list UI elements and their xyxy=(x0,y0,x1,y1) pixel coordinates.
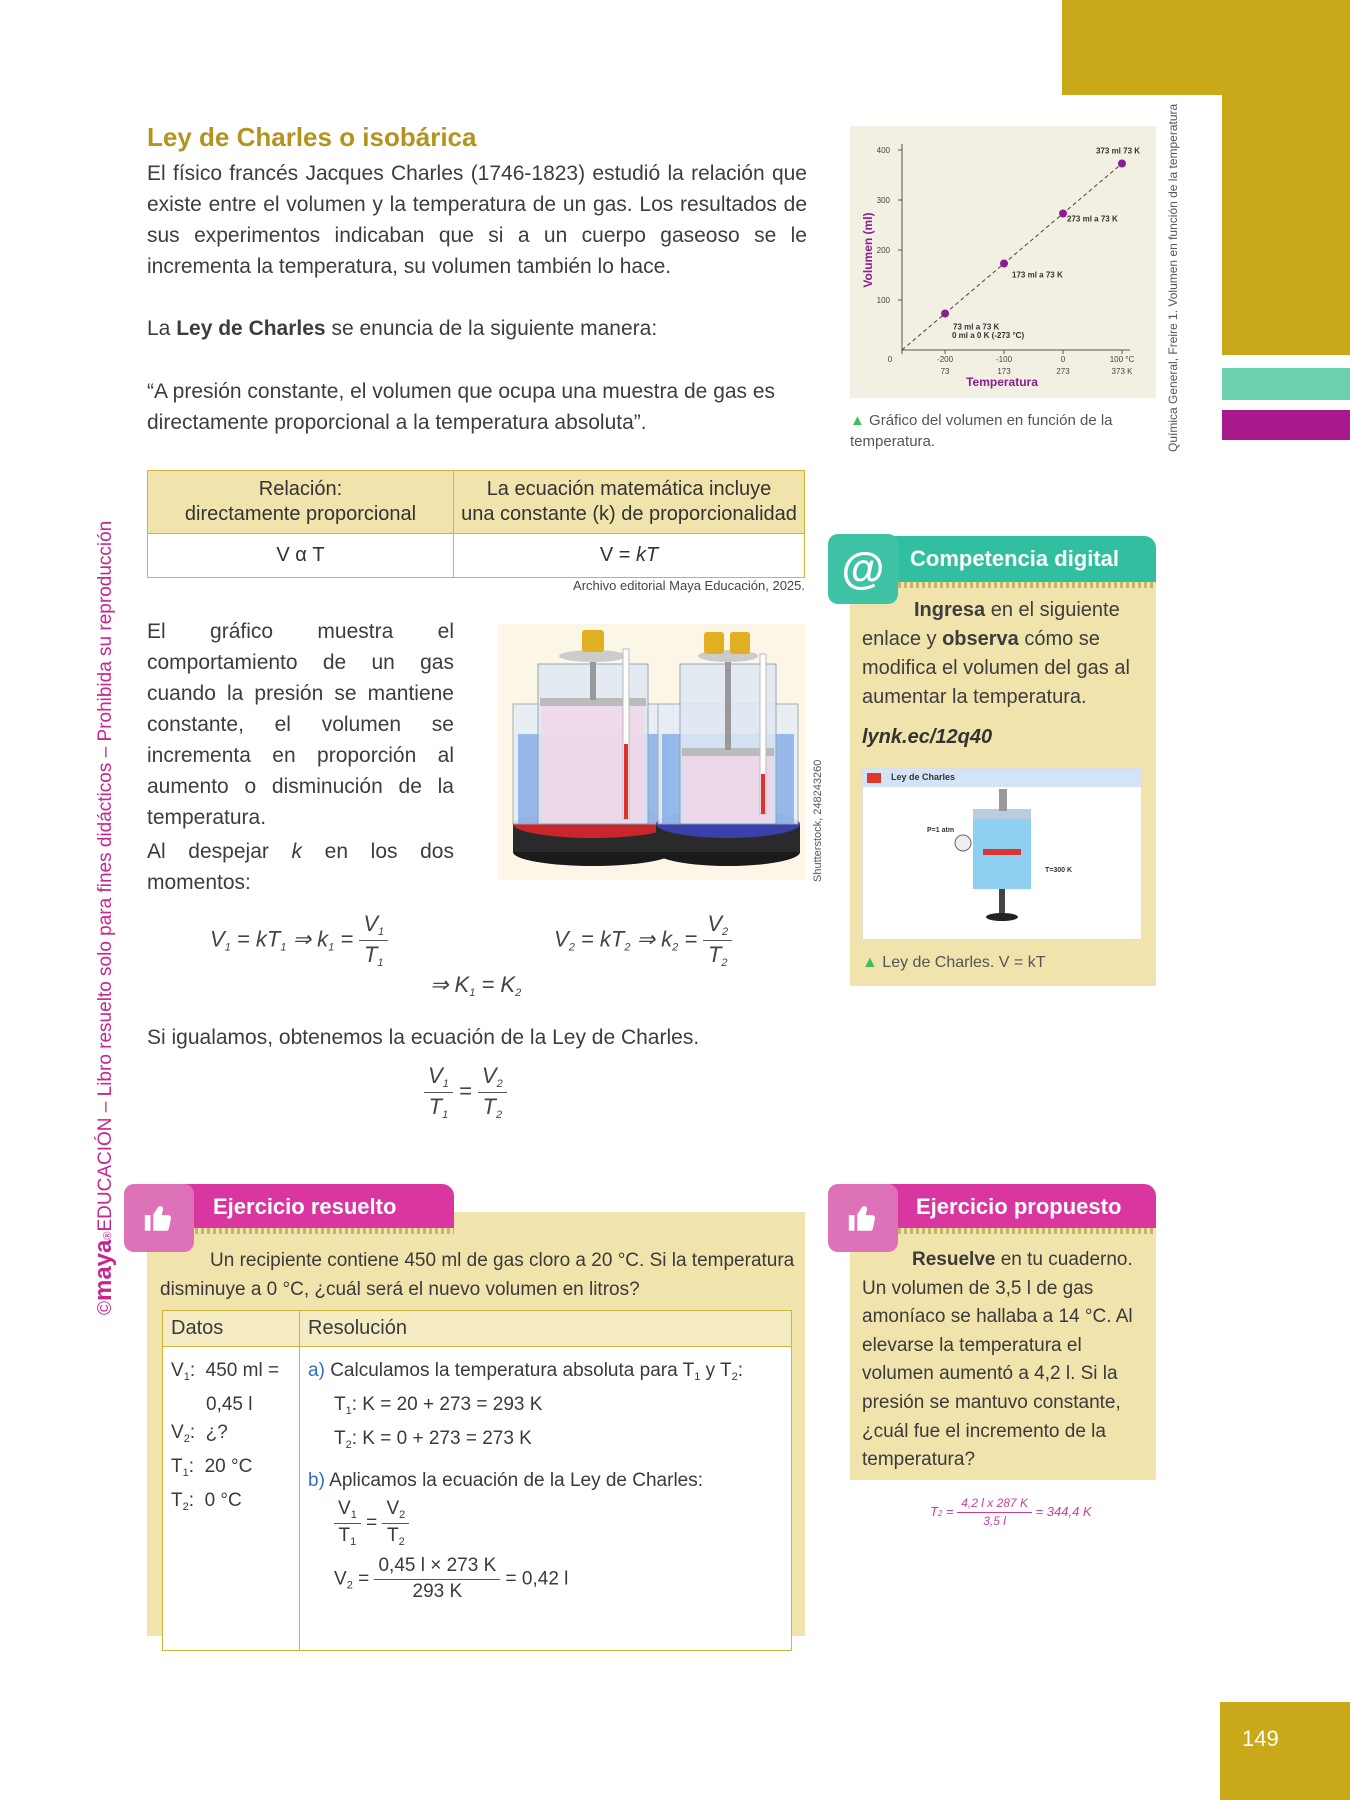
intro-paragraph: El físico francés Jacques Charles (1746-1823) estudió la relación que existe entre el volumen y la temperatura de un gas. Los resultados de sus experimentos indicaban que si a un cuerpo gaseoso se le incrementa la temperatura, su volumen también lo hace. xyxy=(147,162,807,278)
igualamos-text: Si igualamos, obtenemos la ecuación de la Ley de Charles. xyxy=(147,1026,700,1049)
resuelto-table xyxy=(162,1310,792,1651)
series-line xyxy=(902,164,1122,351)
resuelto-statement: Un recipiente contiene 450 ml de gas cloro a 20 °C. Si la temperatura disminuye a 0 °C, ¿cuál será el nuevo volumen en litros? xyxy=(160,1250,795,1300)
propuesto-statement: Resuelve en tu cuaderno. Un volumen de 3,5 l de gas amoníaco se hallaba a 14 °C. Al elevarse la temperatura el volumen aumentó a 4,2 l. Si la presión se mantuvo constante, ¿cuál fue el incremento de la temperatura? xyxy=(862,1249,1133,1471)
law-quote: “A presión constante, el volumen que ocupa una muestra de gas es directamente proporcional a la temperatura absoluta”. xyxy=(147,380,776,434)
table-credit: Archivo editorial Maya Educación, 2025. xyxy=(573,578,805,593)
x-tick-label-k: 173 xyxy=(997,367,1011,376)
x-axis-title: Temperatura xyxy=(966,375,1038,389)
thumbs-up-icon-2 xyxy=(828,1184,898,1252)
magenta-band xyxy=(1222,410,1350,440)
y-tick-label: 300 xyxy=(876,196,890,205)
top-right-ochre-band-2 xyxy=(1222,95,1350,355)
rel-header-right-2: una constante (k) de proporcionalidad xyxy=(461,503,797,525)
resuelto-header: Ejercicio resuelto xyxy=(147,1184,454,1228)
page-number: 149 xyxy=(1242,1726,1279,1751)
top-ochre-band-left xyxy=(1062,0,1066,95)
charles-experiment-illustration xyxy=(498,624,805,880)
x-tick-label-k: 373 K xyxy=(1111,367,1133,376)
rel-value-right: V = kT xyxy=(454,534,805,578)
point-label: 373 ml 73 K xyxy=(1096,146,1141,156)
chart-caption: ▲ Gráfico del volumen en función de la temperatura. xyxy=(850,412,1113,450)
x-tick-label-c: 100 °C xyxy=(1109,355,1135,364)
point-label: 0 ml a 0 K (-273 °C) xyxy=(952,331,1025,340)
x-tick-label-c: -100 xyxy=(996,355,1013,364)
data-point xyxy=(1059,210,1067,218)
law-intro: La Ley de Charles se enuncia de la siguiente manera: xyxy=(147,317,658,340)
side-copyright-text: ©maya®EDUCACIÓN – Libro resuelto solo para fines didácticos – Prohibida su reproducción xyxy=(90,520,117,1315)
rel-header-left-1: Relación: xyxy=(258,478,343,500)
graph-paragraph: El gráfico muestra el comportamiento de un gas cuando la presión se mantiene constante, el volumen se incrementa en proporción al aumento o disminución de la temperatura. xyxy=(147,620,454,829)
data-point xyxy=(1000,260,1008,268)
sim-title: Ley de Charles xyxy=(891,772,956,782)
simulator-thumbnail[interactable] xyxy=(862,768,1142,940)
y-tick-label: 400 xyxy=(876,146,890,155)
point-label: 273 ml a 73 K xyxy=(1067,214,1118,224)
volume-temperature-chart xyxy=(850,126,1156,398)
relation-table xyxy=(147,470,805,578)
at-icon: @ xyxy=(828,534,898,604)
propuesto-answer: T2 = $\frac{\text{4,2 l x 287 K}}{3,5 l}$ = 344,4 K xyxy=(930,1496,1092,1529)
charles-equation: $\frac{V_1}{T_1}$ = $\frac{V_2}{T_2}$ xyxy=(424,1064,507,1121)
page-title: Ley de Charles o isobárica xyxy=(147,122,477,152)
equation-moment-2: $V_2 = kT_2$ ⇒ $k_2$ = $\frac{V_2}{T_2}$ xyxy=(554,912,732,969)
thumbs-up-icon xyxy=(124,1184,194,1252)
x-tick-label-c: 0 xyxy=(1060,355,1066,364)
sim-temperature: T=300 K xyxy=(1045,867,1073,874)
rel-value-left: V α T xyxy=(148,534,454,578)
equation-moment-1: $V_1 = kT_1$ ⇒ $k_1$ = $\frac{V_1}{T_1}$ xyxy=(210,912,388,969)
digital-competence-header: Competencia digital xyxy=(850,536,1156,582)
propuesto-header: Ejercicio propuesto xyxy=(850,1184,1156,1228)
x-tick-label-c: 0 xyxy=(887,355,893,364)
rel-header-left-2: directamente proporcional xyxy=(184,503,417,525)
sim-pressure: P=1 atm xyxy=(927,827,955,834)
x-tick-label-k: 273 xyxy=(1056,367,1070,376)
col-resolucion: Resolución xyxy=(300,1311,792,1347)
image-credit: Shutterstock, 248243260 xyxy=(812,759,824,882)
teal-band xyxy=(1222,368,1350,400)
despejar-paragraph: Al despejar k en los dos momentos: xyxy=(147,840,454,894)
page-number-box xyxy=(1220,1702,1350,1800)
y-tick-label: 100 xyxy=(876,296,890,305)
digital-link[interactable]: lynk.ec/12q40 xyxy=(862,726,993,748)
resolucion-cell: a) Calculamos la temperatura absoluta para $T_1$ y $T_2$: $T_1$: K = 20 + 273 = 293 K $T_2$: K = 0 + 273 = 273 K b) Aplicamos la ecuación de la Ley de Charles: $\frac{V_1}{T_1}$ = $\frac{V_2}{T_2}$ $V_2$ = $\frac{0,45 l \times 273 K}{293 K}$ = 0,42 l xyxy=(300,1347,792,1651)
rel-header-right-1: La ecuación matemática incluye xyxy=(486,478,772,500)
digital-instructions: Ingresa en el siguiente enlace y observa cómo se modifica el volumen del gas al aumentar la temperatura. xyxy=(862,599,1130,708)
x-tick-label-k: 73 xyxy=(940,367,950,376)
x-tick-label-c: -200 xyxy=(937,355,954,364)
y-tick-label: 200 xyxy=(876,246,890,255)
col-datos: Datos xyxy=(163,1311,300,1347)
equation-k-equal: ⇒ $K_1 = K_2$ xyxy=(430,972,522,999)
y-axis-title: Volumen (ml) xyxy=(861,212,875,288)
data-point xyxy=(1118,160,1126,168)
point-label: 173 ml a 73 K xyxy=(1012,270,1063,280)
chart-svg xyxy=(850,126,1156,398)
chart-side-credit: Química General, Freire 1. Volumen en función de la temperatura xyxy=(1166,103,1180,452)
digital-caption: ▲ Ley de Charles. V = kT xyxy=(862,954,1046,971)
datos-cell: $V_1$: 450 ml = 0,45 l $V_2$: ¿? $T_1$: 20 °C $T_2$: 0 °C xyxy=(163,1347,300,1651)
data-point xyxy=(941,310,949,318)
point-label: 73 ml a 73 K xyxy=(953,322,1000,332)
